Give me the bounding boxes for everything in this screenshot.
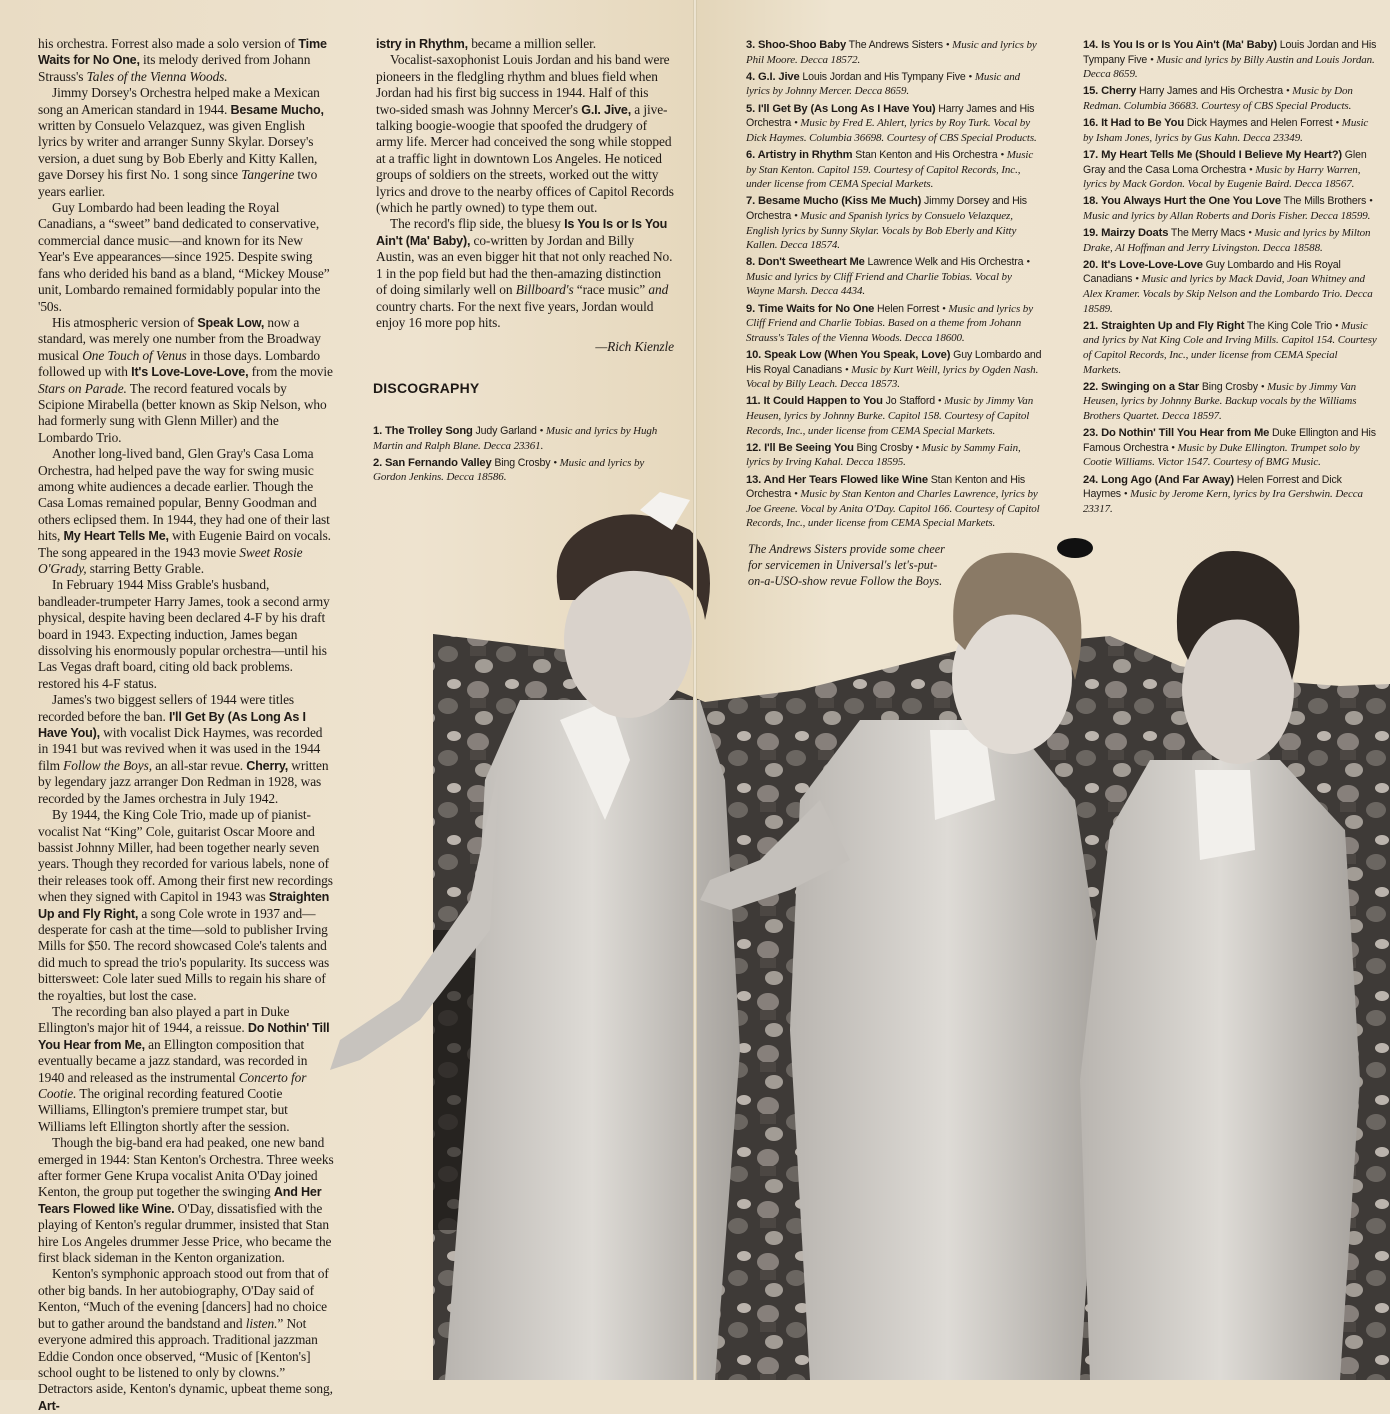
discography-entry xyxy=(746,394,1042,438)
entry-artist: Guy Lombardo and His Royal Canadians xyxy=(746,349,1042,376)
entry-number: 11. xyxy=(746,395,764,408)
entry-artist: The Andrews Sisters xyxy=(846,39,946,51)
article-paragraph xyxy=(38,36,334,85)
entry-artist: The Merry Macs xyxy=(1168,227,1249,240)
article-paragraph xyxy=(38,577,334,692)
entry-title: Speak Low (When You Speak, Love) xyxy=(764,349,951,362)
entry-credit: • Music and lyrics by Nat King Cole and Irving Mills. Capitol 154. Courtesy of Capitol Records, Inc., under license from CEMA Special Markets. xyxy=(1083,319,1377,376)
text-run: his orchestra. Forrest also made a solo version of xyxy=(38,36,299,51)
text-run: now a standard, was merely one number from the Broadway musical xyxy=(38,314,321,363)
article-paragraph xyxy=(38,1135,334,1266)
entry-artist: Harry James and His Orchestra xyxy=(1136,85,1286,98)
discography-entry xyxy=(1083,38,1378,82)
entry-number: 7. xyxy=(746,195,758,208)
entry-number: 24. xyxy=(1083,473,1102,486)
entry-title: Straighten Up and Fly Right xyxy=(1101,319,1245,332)
entry-credit: • Music and lyrics by Mack David, Joan Whitney and Alex Kramer. Vocals by Skip Nelson and the Lombardo Trio. Decca 18589. xyxy=(1083,273,1373,315)
text-run: Though the big-band era had peaked, one new band emerged in 1944: Stan Kenton's Orchestra. Three weeks after former Gene Krupa vocalist Anita O'Day joined Kenton, the group put together the swinging xyxy=(38,1135,334,1200)
italic-title: Follow the Boys, xyxy=(63,757,152,773)
text-run: The record featured vocals by Scipione Mirabella (better known as Skip Nelson, who had formerly sung with Glenn Miller) and the Lombardo Trio. xyxy=(38,380,327,445)
entry-number: 1. xyxy=(373,425,385,437)
italic-title: One Touch of Venus xyxy=(82,347,187,363)
text-run: became a million seller. xyxy=(467,36,596,51)
text-run: an all-star revue. xyxy=(151,757,247,773)
song-title: Time Waits for No One, xyxy=(38,37,327,68)
entry-artist: Guy Lombardo and His Royal Canadians xyxy=(1083,258,1341,286)
discography-entry xyxy=(373,424,673,453)
entry-credit: • Music and lyrics by Milton Drake, Al Hoffman and Jerry Livingston. Decca 18588. xyxy=(1083,227,1371,254)
italic-title: listen. xyxy=(245,1315,278,1331)
article-paragraph xyxy=(376,36,674,52)
entry-credit: • Music by Kurt Weill, lyrics by Ogden Nash. Vocal by Billy Leach. Decca 18573. xyxy=(746,363,1039,391)
text-run: written by legendary jazz arranger Don Redman in 1928, was recorded by the James orchestra in July 1942. xyxy=(38,757,329,806)
article-paragraph xyxy=(376,216,674,331)
text-run: The record's flip side, the bluesy xyxy=(390,216,565,232)
entry-artist: Bing Crosby xyxy=(1199,380,1261,393)
entry-artist: Stan Kenton and His Orchestra xyxy=(852,148,1001,161)
article-paragraph xyxy=(38,315,334,446)
song-title: It's Love-Love-Love, xyxy=(131,365,249,380)
entry-artist: Glen Gray and the Casa Loma Orchestra xyxy=(1083,148,1367,176)
italic-title: Stars on Parade. xyxy=(38,380,127,396)
entry-artist: Helen Forrest xyxy=(874,302,943,315)
text-run: two years earlier. xyxy=(38,167,318,199)
entry-credit: • Music and Spanish lyrics by Consuelo Velazquez, English lyrics by Sunny Skylar. Vocals by Bob Eberly and Kitty Kallen. Decca 18574. xyxy=(746,209,1017,252)
article-paragraph xyxy=(38,1004,334,1135)
discography-entry xyxy=(746,255,1042,299)
entry-number: 18. xyxy=(1083,195,1101,208)
discography-entry xyxy=(1083,84,1378,113)
entry-title: It Had to Be You xyxy=(1101,117,1185,130)
article-paragraph xyxy=(38,446,334,577)
text-run: Guy Lombardo had been leading the Royal Canadians, a “sweet” band dedicated to conservative, commercial dance music—and known for its New Year's Eve appearances—since 1925. Despite swing fans who derided his band as a bland, “Mickey Mouse” unit, Lombardo remained formidably popular into the '50s. xyxy=(38,200,330,314)
entry-title: And Her Tears Flowed like Wine xyxy=(763,473,928,486)
entry-artist: Bing Crosby xyxy=(491,456,554,469)
entry-credit: • Music by Fred E. Ahlert, lyrics by Roy Turk. Vocal by Dick Haymes. Columbia 36698. Courtesy of CBS Special Products. xyxy=(746,117,1037,144)
text-run: Vocalist-saxophonist Louis Jordan and his band were pioneers in the fledgling rhythm and blues field when Jordan had his first big success in 1944. Half of this two-sided smash was Johnny Mercer's xyxy=(376,52,670,117)
entry-artist: The Mills Brothers xyxy=(1280,195,1369,208)
text-run: a jive-talking boogie-woogie that spoofed the drudgery of army life. Mercer had conceived the song while stopped at a traffic light in downtown Los Angeles. He noticed groups of soldiers on the streets, worked out the witty lyrics and drove to the nearby offices of Capitol Records (which he partly owned) to type them out. xyxy=(376,101,674,216)
article-paragraph xyxy=(38,807,334,1004)
entry-title: Long Ago (And Far Away) xyxy=(1101,473,1234,486)
text-run: with vocalist Dick Haymes, was recorded in 1941 but was revived when it was used in the 1944 film xyxy=(38,725,323,773)
discography-entry xyxy=(746,70,1042,99)
discography-entry xyxy=(1083,226,1378,255)
discography-entry xyxy=(1083,426,1378,470)
discography-list-1 xyxy=(373,424,673,488)
song-title: Cherry, xyxy=(246,758,289,773)
entry-credit: • Music by Harry Warren, lyrics by Mack Gordon. Vocal by Eugenie Baird. Decca 18567. xyxy=(1083,163,1361,191)
discography-list-2 xyxy=(746,38,1042,534)
entry-title: It's Love-Love-Love xyxy=(1101,258,1203,271)
text-run: co-written by Jordan and Billy Austin, was an even bigger hit that not only reached No. 1 in the pop field but had the then-amazing distinction of doing similarly well on xyxy=(376,232,673,298)
entry-credit: • Music and lyrics by Allan Roberts and Doris Fisher. Decca 18599. xyxy=(1083,195,1373,222)
discography-entry xyxy=(746,473,1042,531)
discography-entry xyxy=(373,456,673,485)
entry-credit: • Music and lyrics by Cliff Friend and Charlie Tobias. Vocal by Wayne Marsh. Decca 4434. xyxy=(746,256,1030,298)
entry-credit: • Music by Stan Kenton and Charles Lawrence, lyrics by Joe Greene. Vocal by Anita O'Day. Capitol 166. Courtesy of Capitol Records, Inc., under license from CEMA Special Markets. xyxy=(746,488,1040,530)
photo-caption: The Andrews Sisters provide some cheer for servicemen in Universal's let's-put-on-a-USO-show revue Follow the Boys. xyxy=(748,542,945,588)
text-run: with Eugenie Baird on vocals. The song appeared in the 1943 movie xyxy=(38,528,331,560)
song-title: Straighten Up and Fly Right, xyxy=(38,890,330,921)
entry-artist: Jimmy Dorsey and His Orchestra xyxy=(746,195,1027,222)
entry-artist: Lawrence Welk and His Orchestra xyxy=(864,256,1027,269)
song-title: Do Nothin' Till You Hear from Me, xyxy=(38,1021,330,1052)
entry-title: Time Waits for No One xyxy=(758,302,875,315)
entry-artist: Jo Stafford xyxy=(882,395,938,408)
entry-title: Mairzy Doats xyxy=(1101,227,1169,240)
italic-title: Concerto for Cootie. xyxy=(38,1069,307,1101)
entry-artist: Judy Garland xyxy=(472,425,540,437)
entry-number: 5. xyxy=(746,102,758,115)
entry-artist: Dick Haymes and Helen Forrest xyxy=(1184,117,1336,130)
author-attribution: —Rich Kienzle xyxy=(595,339,674,355)
entry-number: 4. xyxy=(746,70,758,83)
song-title: Speak Low, xyxy=(197,315,265,330)
discography-entry xyxy=(1083,194,1378,223)
discography-entry xyxy=(746,38,1042,67)
page-fold xyxy=(693,0,697,1380)
entry-title: Artistry in Rhythm xyxy=(757,148,853,161)
text-run: Jimmy Dorsey's Orchestra helped make a Mexican song an American standard in 1944. xyxy=(38,85,320,117)
entry-title: It Could Happen to You xyxy=(763,395,883,408)
text-run: James's two biggest sellers of 1944 were titles recorded before the ban. xyxy=(38,692,295,724)
entry-number: 13. xyxy=(746,473,764,486)
discography-entry xyxy=(746,194,1042,252)
discography-entry xyxy=(1083,380,1378,424)
discography-entry xyxy=(1083,148,1378,192)
entry-title: My Heart Tells Me (Should I Believe My Heart?) xyxy=(1101,148,1343,161)
entry-artist: Louis Jordan and His Tympany Five xyxy=(1083,39,1377,66)
text-run: in those days. Lombardo followed up with xyxy=(38,347,321,380)
entry-title: Cherry xyxy=(1101,85,1137,98)
entry-number: 15. xyxy=(1083,85,1102,98)
text-run: In February 1944 Miss Grable's husband, bandleader-trumpeter Harry James, took a second army physical, despite having been declared 4-F by his draft board in 1943. Expecting induction, James began dissolving his enormously popular orchestra—until his Las Vegas draft board, citing old back problems. restored his 4-F status. xyxy=(38,577,330,691)
entry-artist: Duke Ellington and His Famous Orchestra xyxy=(1083,427,1376,454)
article-paragraph xyxy=(376,52,674,216)
entry-number: 23. xyxy=(1083,427,1102,440)
entry-number: 19. xyxy=(1083,227,1102,240)
song-title: And Her Tears Flowed like Wine. xyxy=(38,1185,322,1216)
entry-title: I'll Get By (As Long As I Have You) xyxy=(758,102,936,115)
entry-number: 8. xyxy=(746,256,758,269)
entry-credit: • Music and lyrics by Cliff Friend and Charlie Tobias. Based on a theme from Johann Strauss's Tales of the Vienna Woods. Decca 18600. xyxy=(746,302,1033,344)
text-run: starring Betty Grable. xyxy=(86,561,205,576)
discography-heading: DISCOGRAPHY xyxy=(373,380,480,396)
entry-number: 22. xyxy=(1083,380,1102,393)
article-column-1 xyxy=(38,36,334,1414)
entry-credit: • Music by Isham Jones, lyrics by Gus Kahn. Decca 23349. xyxy=(1083,117,1369,144)
text-run: His atmospheric version of xyxy=(52,314,198,330)
entry-artist: Louis Jordan and His Tympany Five xyxy=(799,70,969,83)
sister-left-figure xyxy=(330,492,740,1380)
song-title: istry in Rhythm, xyxy=(376,37,468,51)
entry-title: I'll Be Seeing You xyxy=(764,441,854,454)
entry-credit: • Music and lyrics by Billy Austin and Louis Jordan. Decca 8659. xyxy=(1083,53,1375,81)
text-run: The original recording featured Cootie Williams, Ellington's premiere trumpet star, but Williams left Ellington shortly after the session. xyxy=(38,1086,290,1134)
entry-number: 10. xyxy=(746,349,765,362)
entry-number: 16. xyxy=(1083,117,1102,130)
entry-title: Swinging on a Star xyxy=(1101,380,1200,393)
entry-title: Is You Is or Is You Ain't (Ma' Baby) xyxy=(1101,39,1277,51)
entry-number: 21. xyxy=(1083,319,1102,332)
text-run: written by Consuelo Velazquez, was given English lyrics by writer and arranger Sunny Skylar. Dorsey's version, a duet sung by Bob Eberly and Kitty Kallen, gave Dorsey his first No. 1 song since xyxy=(38,118,318,183)
entry-credit: • Music by Jimmy Van Heusen, lyrics by Johnny Burke. Capitol 158. Courtesy of Capitol Records, Inc., under license from CEMA Special Markets. xyxy=(746,395,1034,437)
article-paragraph xyxy=(38,692,334,807)
song-title: G.I. Jive, xyxy=(581,102,632,117)
article-paragraph xyxy=(38,200,334,315)
entry-credit: • Music by Duke Ellington. Trumpet solo by Cootie Williams. Victor 1547. Courtesy of BMG Music. xyxy=(1083,441,1360,469)
italic-title: Sweet Rosie O'Grady, xyxy=(38,544,303,576)
entry-title: G.I. Jive xyxy=(758,70,800,83)
text-run: “race music” xyxy=(573,282,649,298)
entry-title: You Always Hurt the One You Love xyxy=(1100,195,1281,208)
entry-title: Besame Mucho (Kiss Me Much) xyxy=(758,195,922,208)
entry-title: Don't Sweetheart Me xyxy=(758,256,865,269)
entry-title: Shoo-Shoo Baby xyxy=(758,39,847,51)
discography-list-3 xyxy=(1083,38,1378,519)
entry-number: 2. xyxy=(373,456,385,469)
discography-entry xyxy=(1083,473,1378,517)
entry-title: The Trolley Song xyxy=(385,425,473,437)
entry-title: Do Nothin' Till You Hear from Me xyxy=(1101,427,1270,440)
text-run: The recording ban also played a part in Duke Ellington's major hit of 1944, a reissue. xyxy=(38,1003,290,1036)
text-run: its melody derived from Johann Strauss's xyxy=(38,52,311,84)
entry-credit: • Music and lyrics by Phil Moore. Decca 18572. xyxy=(746,39,1037,66)
entry-credit: • Music and lyrics by Hugh Martin and Ralph Blane. Decca 23361. xyxy=(373,425,658,452)
text-run: an Ellington composition that eventually became a jazz standard, was recorded in 1940 and released as the instrumental xyxy=(38,1036,308,1085)
entry-number: 12. xyxy=(746,441,765,454)
article-paragraph xyxy=(38,85,334,200)
entry-credit: • Music by Stan Kenton. Capitol 159. Courtesy of Capitol Records, Inc., under license from CEMA Special Markets. xyxy=(746,148,1034,191)
italic-title: Tangerine xyxy=(241,167,295,183)
italic-title: Billboard's xyxy=(515,282,574,298)
song-title: I'll Get By (As Long As I Have You), xyxy=(38,709,306,741)
article-paragraph xyxy=(38,1266,334,1414)
discography-entry xyxy=(746,302,1042,346)
entry-artist: The King Cole Trio xyxy=(1244,319,1335,332)
entry-number: 9. xyxy=(746,302,758,315)
entry-artist: Bing Crosby xyxy=(853,441,916,454)
entry-number: 20. xyxy=(1083,258,1102,271)
entry-credit: • Music by Jimmy Van Heusen, lyrics by Johnny Burke. Backup vocals by the Williams Brothers Quartet. Decca 18597. xyxy=(1083,380,1357,422)
entry-title: San Fernando Valley xyxy=(385,456,492,469)
text-run: from the movie xyxy=(248,364,333,380)
discography-entry xyxy=(1083,258,1378,316)
discography-entry xyxy=(746,148,1042,192)
text-run: Kenton's symphonic approach stood out from that of other big bands. In her autobiography, O'Day said of Kenton, “Much of the evening [dancers] had no choice but to gather around the bandstand and xyxy=(38,1266,329,1331)
text-run: ” Not everyone admired this approach. Traditional jazzman Eddie Condon once observed, “Music of [Kenton's] school ought to be listened to only by clowns.” Detractors aside, Kenton's dynamic, upbeat theme song, xyxy=(38,1315,333,1397)
discography-entry xyxy=(746,102,1042,146)
entry-credit: • Music by Don Redman. Columbia 36683. Courtesy of CBS Special Products. xyxy=(1083,85,1353,112)
discography-entry xyxy=(746,348,1042,392)
discography-entry xyxy=(746,441,1042,470)
entry-number: 17. xyxy=(1083,148,1102,161)
article-column-2 xyxy=(376,36,674,356)
entry-artist: Helen Forrest and Dick Haymes xyxy=(1083,473,1342,501)
entry-credit: • Music by Jerome Kern, lyrics by Ira Gershwin. Decca 23317. xyxy=(1083,488,1363,515)
discography-entry xyxy=(1083,319,1378,377)
italic-title: Tales of the Vienna Woods. xyxy=(86,68,228,84)
text-run: O'Day, dissatisfied with the playing of Kenton's regular drummer, insisted that Stan hire Los Angeles drummer Jesse Price, who became the first black sideman in the Kenton organization. xyxy=(38,1200,332,1266)
text-run: country charts. For the next five years, Jordan would enjoy 16 more pop hits. xyxy=(376,298,654,330)
song-title: My Heart Tells Me, xyxy=(63,529,169,544)
entry-artist: Harry James and His Orchestra xyxy=(746,102,1035,130)
entry-credit: • Music and lyrics by Johnny Mercer. Decca 8659. xyxy=(746,70,1021,98)
song-title: Is You Is or Is You Ain't (Ma' Baby), xyxy=(376,217,668,248)
text-run: Another long-lived band, Glen Gray's Casa Loma Orchestra, had helped pave the way for swing music among white audiences a decade earlier. Though the Casa Lomas remained popular, Benny Goodman and others eclipsed them. In 1944, they had one of their last hits, xyxy=(38,446,330,544)
song-title: Besame Mucho, xyxy=(230,102,324,117)
entry-credit: • Music by Sammy Fain, lyrics by Irving Kahal. Decca 18595. xyxy=(746,441,1021,469)
italic-title: and xyxy=(648,282,669,298)
song-title: Art- xyxy=(38,1398,60,1413)
entry-number: 3. xyxy=(746,39,758,51)
entry-credit: • Music and lyrics by Gordon Jenkins. Decca 18586. xyxy=(373,456,645,484)
entry-artist: Stan Kenton and His Orchestra xyxy=(746,473,1026,501)
discography-entry xyxy=(1083,116,1378,145)
entry-number: 6. xyxy=(746,148,758,161)
entry-number: 14. xyxy=(1083,39,1102,51)
text-run: a song Cole wrote in 1937 and—desperate for cash at the time—sold to publisher Irving Mills for $50. The record showcased Cole's talents and did much to spread the trio's popularity. Its success was bittersweet: Cole later sued Mills to regain his share of the royalties, but lost the case. xyxy=(38,905,330,1003)
text-run: By 1944, the King Cole Trio, made up of pianist-vocalist Nat “King” Cole, guitarist Oscar Moore and bassist Johnny Miller, had been together nearly seven years. Though they recorded for various labels, none of their releases took off. Among their first new recordings when they signed with Capitol in 1943 was xyxy=(38,807,333,905)
